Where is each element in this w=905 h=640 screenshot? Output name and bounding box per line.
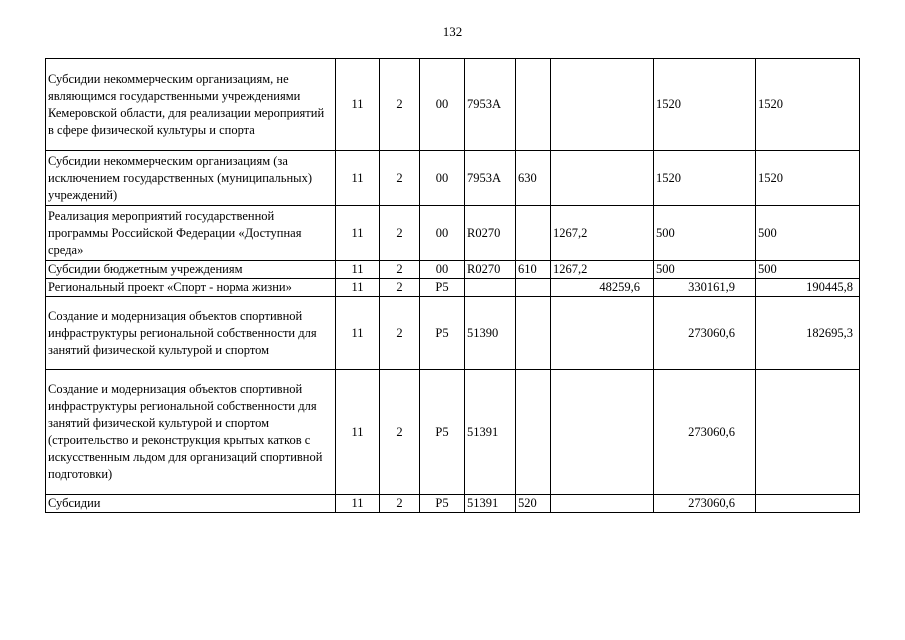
amount-year3-cell: 182695,3 xyxy=(756,297,860,370)
table-row xyxy=(46,151,860,206)
subsection-cell: 2 xyxy=(380,279,420,297)
subsection-cell: 2 xyxy=(380,370,420,495)
subsection-cell: 2 xyxy=(380,495,420,513)
amount-year2-cell: 1520 xyxy=(654,151,756,206)
program-cell: P5 xyxy=(420,279,465,297)
target-code-cell: 7953А xyxy=(465,59,516,151)
amount-year3-cell xyxy=(756,370,860,495)
table-row xyxy=(46,495,860,513)
amount-year1-cell xyxy=(551,151,654,206)
row-name-cell: Создание и модернизация объектов спортивной инфраструктуры региональной собственности для занятий физической культурой и спортом xyxy=(46,297,336,370)
amount-year3-cell: 500 xyxy=(756,261,860,279)
expense-type-cell xyxy=(516,279,551,297)
subsection-cell: 2 xyxy=(380,297,420,370)
amount-year2-cell: 273060,6 xyxy=(654,495,756,513)
subsection-cell: 2 xyxy=(380,261,420,279)
section-cell: 11 xyxy=(336,297,380,370)
table-row xyxy=(46,279,860,297)
program-cell: P5 xyxy=(420,495,465,513)
amount-year3-cell xyxy=(756,495,860,513)
amount-year2-cell: 500 xyxy=(654,206,756,261)
section-cell: 11 xyxy=(336,495,380,513)
table-row xyxy=(46,297,860,370)
amount-year1-cell: 1267,2 xyxy=(551,206,654,261)
row-name-cell: Субсидии xyxy=(46,495,336,513)
section-cell: 11 xyxy=(336,261,380,279)
program-cell: P5 xyxy=(420,297,465,370)
amount-year1-cell xyxy=(551,495,654,513)
target-code-cell: 51390 xyxy=(465,297,516,370)
subsection-cell: 2 xyxy=(380,151,420,206)
target-code-cell: 51391 xyxy=(465,495,516,513)
row-name-cell: Субсидии бюджетным учреждениям xyxy=(46,261,336,279)
expense-type-cell: 520 xyxy=(516,495,551,513)
amount-year2-cell: 273060,6 xyxy=(654,370,756,495)
target-code-cell: R0270 xyxy=(465,261,516,279)
expense-type-cell: 610 xyxy=(516,261,551,279)
row-name-cell: Субсидии некоммерческим организациям (за исключением государственных (муниципальных) учреждений) xyxy=(46,151,336,206)
row-name-cell: Реализация мероприятий государственной программы Российской Федерации «Доступная среда» xyxy=(46,206,336,261)
amount-year2-cell: 330161,9 xyxy=(654,279,756,297)
row-name-cell: Региональный проект «Спорт - норма жизни» xyxy=(46,279,336,297)
section-cell: 11 xyxy=(336,370,380,495)
expense-type-cell xyxy=(516,370,551,495)
subsection-cell: 2 xyxy=(380,59,420,151)
amount-year3-cell: 1520 xyxy=(756,59,860,151)
amount-year1-cell xyxy=(551,297,654,370)
subsection-cell: 2 xyxy=(380,206,420,261)
table-row xyxy=(46,206,860,261)
expense-type-cell xyxy=(516,59,551,151)
amount-year2-cell: 273060,6 xyxy=(654,297,756,370)
expense-type-cell: 630 xyxy=(516,151,551,206)
section-cell: 11 xyxy=(336,279,380,297)
table-row xyxy=(46,370,860,495)
page-number: 132 xyxy=(442,24,463,39)
table-row xyxy=(46,59,860,151)
amount-year3-cell: 1520 xyxy=(756,151,860,206)
program-cell: P5 xyxy=(420,370,465,495)
section-cell: 11 xyxy=(336,206,380,261)
amount-year1-cell: 1267,2 xyxy=(551,261,654,279)
budget-table xyxy=(45,58,860,513)
amount-year2-cell: 500 xyxy=(654,261,756,279)
amount-year1-cell xyxy=(551,59,654,151)
amount-year2-cell: 1520 xyxy=(654,59,756,151)
amount-year3-cell: 190445,8 xyxy=(756,279,860,297)
expense-type-cell xyxy=(516,206,551,261)
program-cell: 00 xyxy=(420,261,465,279)
expense-type-cell xyxy=(516,297,551,370)
amount-year3-cell: 500 xyxy=(756,206,860,261)
program-cell: 00 xyxy=(420,206,465,261)
program-cell: 00 xyxy=(420,151,465,206)
program-cell: 00 xyxy=(420,59,465,151)
amount-year1-cell xyxy=(551,370,654,495)
target-code-cell: 7953А xyxy=(465,151,516,206)
target-code-cell xyxy=(465,279,516,297)
section-cell: 11 xyxy=(336,151,380,206)
target-code-cell: 51391 xyxy=(465,370,516,495)
amount-year1-cell: 48259,6 xyxy=(551,279,654,297)
target-code-cell: R0270 xyxy=(465,206,516,261)
section-cell: 11 xyxy=(336,59,380,151)
row-name-cell: Субсидии некоммерческим организациям, не являющимся государственными учреждениями Кемеровской области, для реализации мероприятий в сфере физической культуры и спорта xyxy=(46,59,336,151)
table-row xyxy=(46,261,860,279)
row-name-cell: Создание и модернизация объектов спортивной инфраструктуры региональной собственности для занятий физической культурой и спортом (строительство и реконструкция крытых катков с искусственным льдом для организаций спортивной подготовки) xyxy=(46,370,336,495)
